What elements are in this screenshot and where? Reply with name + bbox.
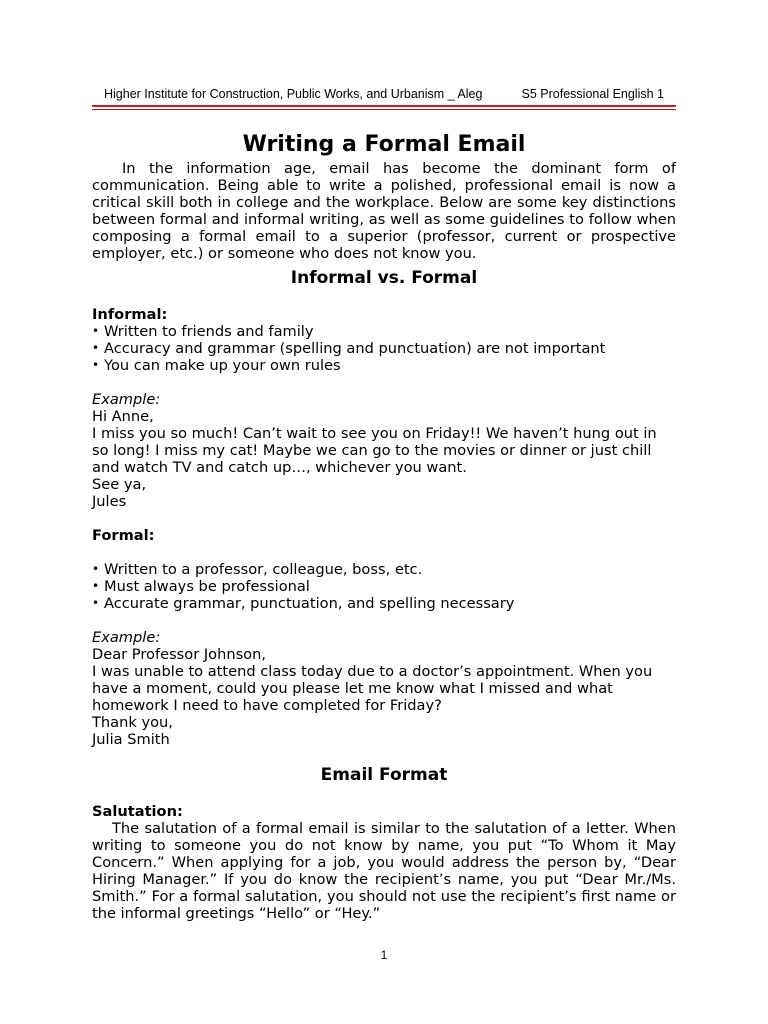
informal-example-line: See ya, [92, 476, 147, 493]
list-item: • Accurate grammar, punctuation, and spelling necessary [92, 595, 676, 612]
salutation-label: Salutation: [92, 803, 183, 820]
formal-example-label: Example: [92, 629, 161, 646]
informal-bullet-list [92, 323, 676, 374]
header-institute: Higher Institute for Construction, Public Works, and Urbanism _ Aleg [104, 87, 483, 101]
formal-label: Formal: [92, 527, 155, 544]
formal-bullet-list [92, 561, 676, 612]
document-title: Writing a Formal Email [242, 132, 526, 157]
list-item: • Must always be professional [92, 578, 676, 595]
formal-example-line: Thank you, [92, 714, 173, 731]
informal-example-line: Jules [92, 493, 127, 510]
header-rule [92, 105, 676, 110]
intro-paragraph: In the information age, email has become the dominant form of communication. Being able to write a polished, professional email is now a critical skill both in college and the workplace. Below are some key distinctions between formal and informal writing, as well as some guidelines to follow when composing a formal email to a superior (professor, current or prospective employer, etc.) or someone who does not know you. [92, 160, 676, 262]
list-item: • Written to friends and family [92, 323, 676, 340]
section-heading-informal-vs-formal: Informal vs. Formal [290, 268, 478, 288]
list-item: • Accuracy and grammar (spelling and punctuation) are not important [92, 340, 676, 357]
informal-label: Informal: [92, 306, 168, 323]
list-item: • Written to a professor, colleague, boss, etc. [92, 561, 676, 578]
header-course: S5 Professional English 1 [521, 87, 664, 101]
informal-example-label: Example: [92, 391, 161, 408]
section-heading-email-format: Email Format [320, 765, 448, 785]
page-header [92, 87, 676, 101]
formal-example-line: Dear Professor Johnson, [92, 646, 266, 663]
informal-example-line: I miss you so much! Can’t wait to see you on Friday!! We haven’t hung out in so long! I miss my cat! Maybe we can go to the movies or dinner or just chill and watch TV and catch up…, whichever you want. [92, 425, 657, 476]
document-body [92, 130, 676, 922]
salutation-paragraph: The salutation of a formal email is similar to the salutation of a letter. When writing to someone you do not know by name, you put “To Whom it May Concern.” When applying for a job, you would address the person by, “Dear Hiring Manager.” If you do know the recipient’s name, you put “Dear Mr./Ms. Smith.” For a formal salutation, you should not use the recipient’s first name or the informal greetings “Hello” or “Hey.” [92, 820, 676, 922]
informal-example-line: Hi Anne, [92, 408, 154, 425]
page-number: 1 [380, 948, 388, 962]
formal-example-line: I was unable to attend class today due to a doctor’s appointment. When you have a moment, could you please let me know what I missed and what homework I need to have completed for Friday? [92, 663, 653, 714]
list-item: • You can make up your own rules [92, 357, 676, 374]
formal-example-line: Julia Smith [92, 731, 170, 748]
